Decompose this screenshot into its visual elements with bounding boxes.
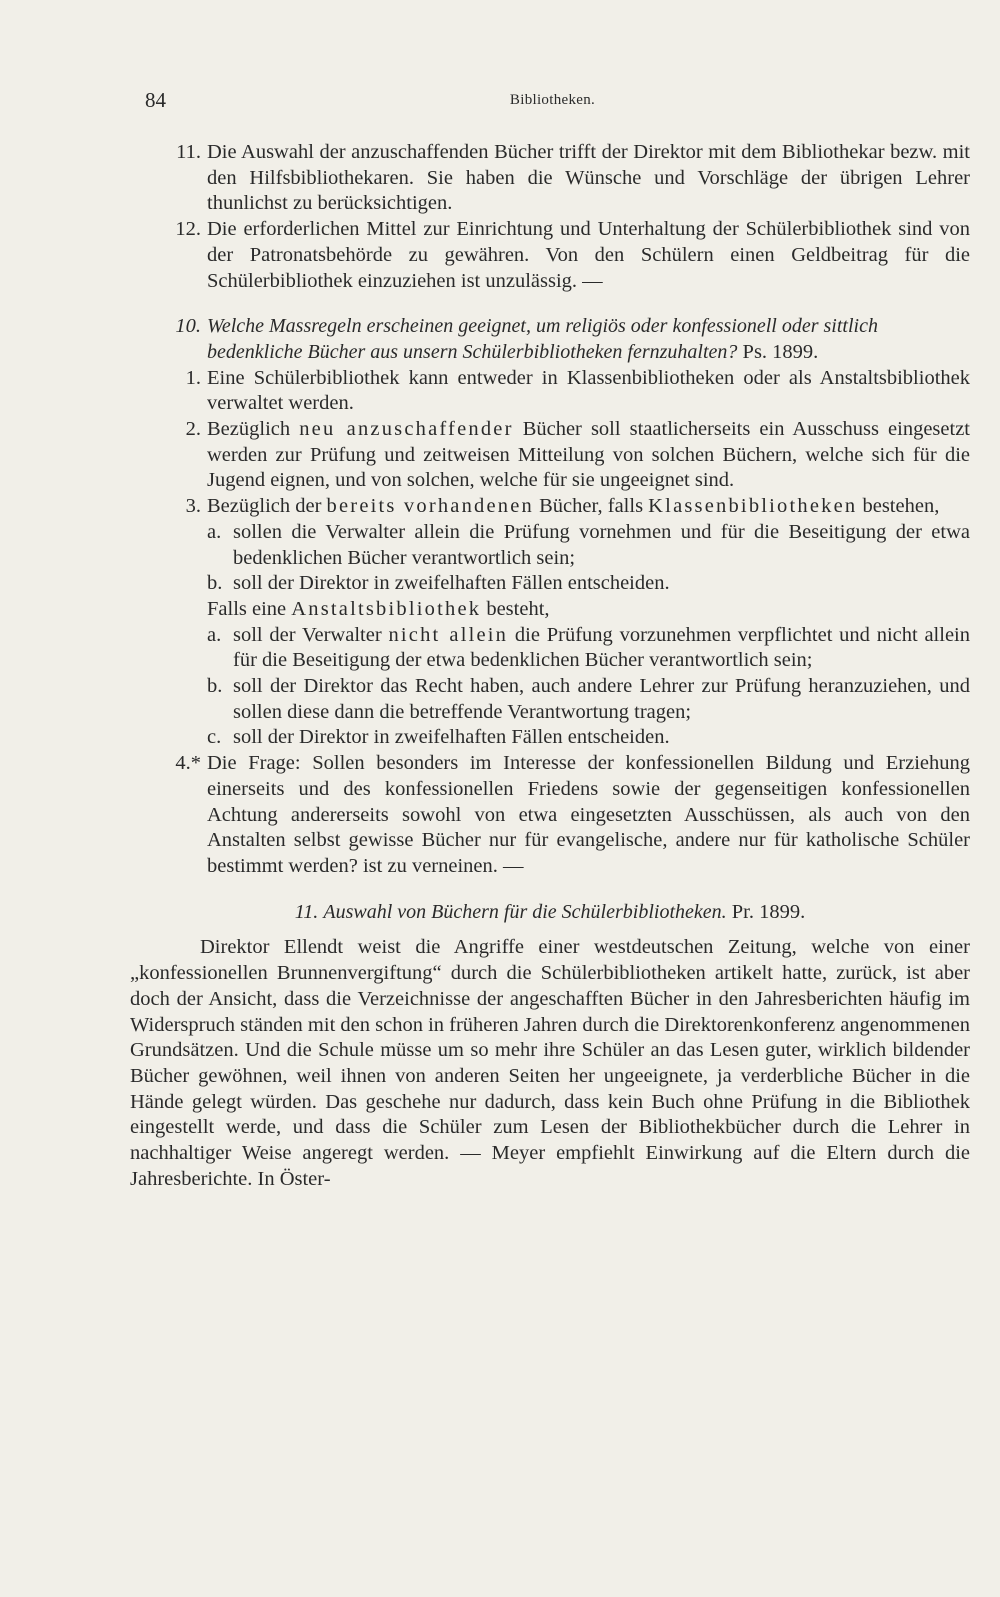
text-run: soll der Verwalter — [233, 623, 382, 646]
sub-item-label: a. — [207, 520, 222, 543]
item-text: Die Frage: Sollen besonders im Interesse der konfessionellen Bildung und Erziehung einerseits und des konfessionellen Friedens sowie der gegenseitigen konfessionellen Achtung andererseits sowohl von etwa eingesetzten Ausschüssen, als auch von den Anstalten selbst gewisse Bücher nur für evangelische, andere nur für katholische Schüler bestimmt werden? ist zu verneinen. — — [207, 752, 970, 877]
page-header — [145, 88, 960, 118]
falls-line — [207, 597, 970, 623]
page-number: 84 — [145, 88, 166, 112]
item-number: 12. — [175, 218, 201, 241]
text-run: Bezüglich — [207, 418, 291, 441]
item-number: 1. — [185, 366, 201, 389]
section-heading-11 — [130, 900, 970, 926]
sub-item — [207, 725, 970, 751]
section-source: Pr. 1899. — [731, 900, 806, 923]
item-text — [207, 417, 970, 494]
text-run: Bezüglich der — [207, 495, 322, 518]
item-text — [207, 494, 970, 520]
spaced-emphasis: Klassenbibliotheken — [648, 495, 858, 518]
sub-item-text — [233, 623, 970, 674]
sub-item-label: a. — [207, 623, 222, 646]
item-text: Eine Schülerbibliothek kann entweder in Klassenbibliotheken oder als Anstaltsbibliothek verwaltet werden. — [207, 366, 970, 415]
sub-item — [207, 623, 970, 674]
spaced-emphasis: Anstaltsbibliothek — [291, 597, 482, 620]
sub-item-text: soll der Direktor das Recht haben, auch andere Lehrer zur Prüfung heranzuziehen, und sollen diese dann die betreffende Verantwortung tragen; — [233, 675, 970, 723]
section-heading-10 — [130, 314, 970, 365]
spaced-emphasis: neu anzuschaffender — [299, 418, 514, 441]
spaced-emphasis: nicht allein — [388, 623, 509, 646]
list-item — [130, 140, 970, 217]
sub-item — [207, 571, 970, 597]
sub-item-text: soll der Direktor in zweifelhaften Fällen entscheiden. — [233, 726, 670, 749]
item-number: 11. — [176, 141, 201, 163]
list-item — [130, 751, 970, 880]
sub-item-label: c. — [207, 726, 222, 749]
section-title: Auswahl von Büchern für die Schülerbibliotheken. — [323, 900, 727, 923]
text-run: die Prüfung vorzunehmen verpflichtet und nicht allein für die Beseitigung der etwa bedenklichen Bücher verantwortlich sein; — [233, 623, 970, 672]
text-run: besteht, — [486, 597, 550, 620]
text-run: Bücher soll staatlicherseits ein Ausschuss eingesetzt werden zur Prüfung und zeitweisen Mitteilung von solchen Büchern, welche sich für die Jugend eignen, und von solchen, welche für sie ungeeignet sind. — [207, 418, 970, 492]
item-text: Die erforderlichen Mittel zur Einrichtung und Unterhaltung der Schülerbibliothek sind von der Patronatsbehörde zu gewähren. Von den Schülern einen Geldbeitrag für die Schülerbibliothek einzuziehen ist unzulässig. — — [207, 218, 970, 292]
text-run: Falls eine — [207, 597, 287, 620]
running-head: Bibliotheken. — [509, 92, 596, 108]
sub-item-text: sollen die Verwalter allein die Prüfung vornehmen und für die Beseitigung der etwa bedenklichen Bücher verantwortlich sein; — [233, 520, 970, 569]
page-body — [130, 140, 970, 1192]
section-title: Welche Massregeln erscheinen geeignet, um religiös oder konfessionell oder sittlich bedenkliche Bücher aus unsern Schülerbibliotheken fernzuhalten? — [207, 315, 878, 363]
sub-item-text: soll der Direktor in zweifelhaften Fällen entscheiden. — [233, 572, 670, 595]
list-item — [130, 417, 970, 494]
text-run: Bücher, falls — [539, 495, 644, 518]
item-text: Die Auswahl der anzuschaffenden Bücher trifft der Direktor mit dem Bibliothekar bezw. mit den Hilfsbibliothekaren. Sie haben die Wünsche und Vorschläge der übrigen Lehrer thunlichst zu berücksichtigen. — [207, 141, 970, 215]
section-source: Ps. 1899. — [742, 340, 819, 363]
item-number: 3. — [185, 495, 201, 518]
spaced-emphasis: bereits vorhandenen — [326, 495, 534, 518]
body-paragraph: Direktor Ellendt weist die Angriffe einer westdeutschen Zeitung, welche von einer „konfessionellen Brunnenvergiftung“ durch die Schülerbibliotheken artikelt hatte, zurück, ist aber doch der Ansicht, dass die Verzeichnisse der angeschafften Bücher in den Jahresberichten häufig im Widerspruch ständen mit den schon in früheren Jahren durch die Direktorenkonferenz angenommenen Grundsätzen. Und die Schule müsse um so mehr ihre Schüler an das Lesen guter, wirklich bildender Bücher gewöhnen, weil ihnen von anderen Seiten her ungeeignete, ja verderbliche Bücher in die Hände gelegt würden. Das geschehe nur dadurch, dass kein Buch ohne Prüfung in die Bibliothek eingestellt werde, und dass die Schüler zum Lesen der Bibliothekbücher durch die Lehrer in nachhaltiger Weise angeregt werden. — Meyer empfiehlt Einwirkung auf die Eltern durch die Jahresberichte. In Öster- — [130, 936, 970, 1190]
item-number: 4.* — [175, 752, 201, 775]
sub-item — [207, 520, 970, 571]
sub-item — [207, 674, 970, 725]
section-number: 10. — [175, 315, 201, 338]
sub-item-label: b. — [207, 675, 223, 698]
list-item — [130, 217, 970, 294]
sub-item-label: b. — [207, 572, 223, 595]
list-item — [130, 366, 970, 417]
text-run: bestehen, — [862, 495, 940, 518]
item-content — [207, 494, 970, 751]
item-number: 2. — [185, 418, 201, 441]
section-number: 11. — [294, 900, 319, 923]
list-item — [130, 494, 970, 751]
